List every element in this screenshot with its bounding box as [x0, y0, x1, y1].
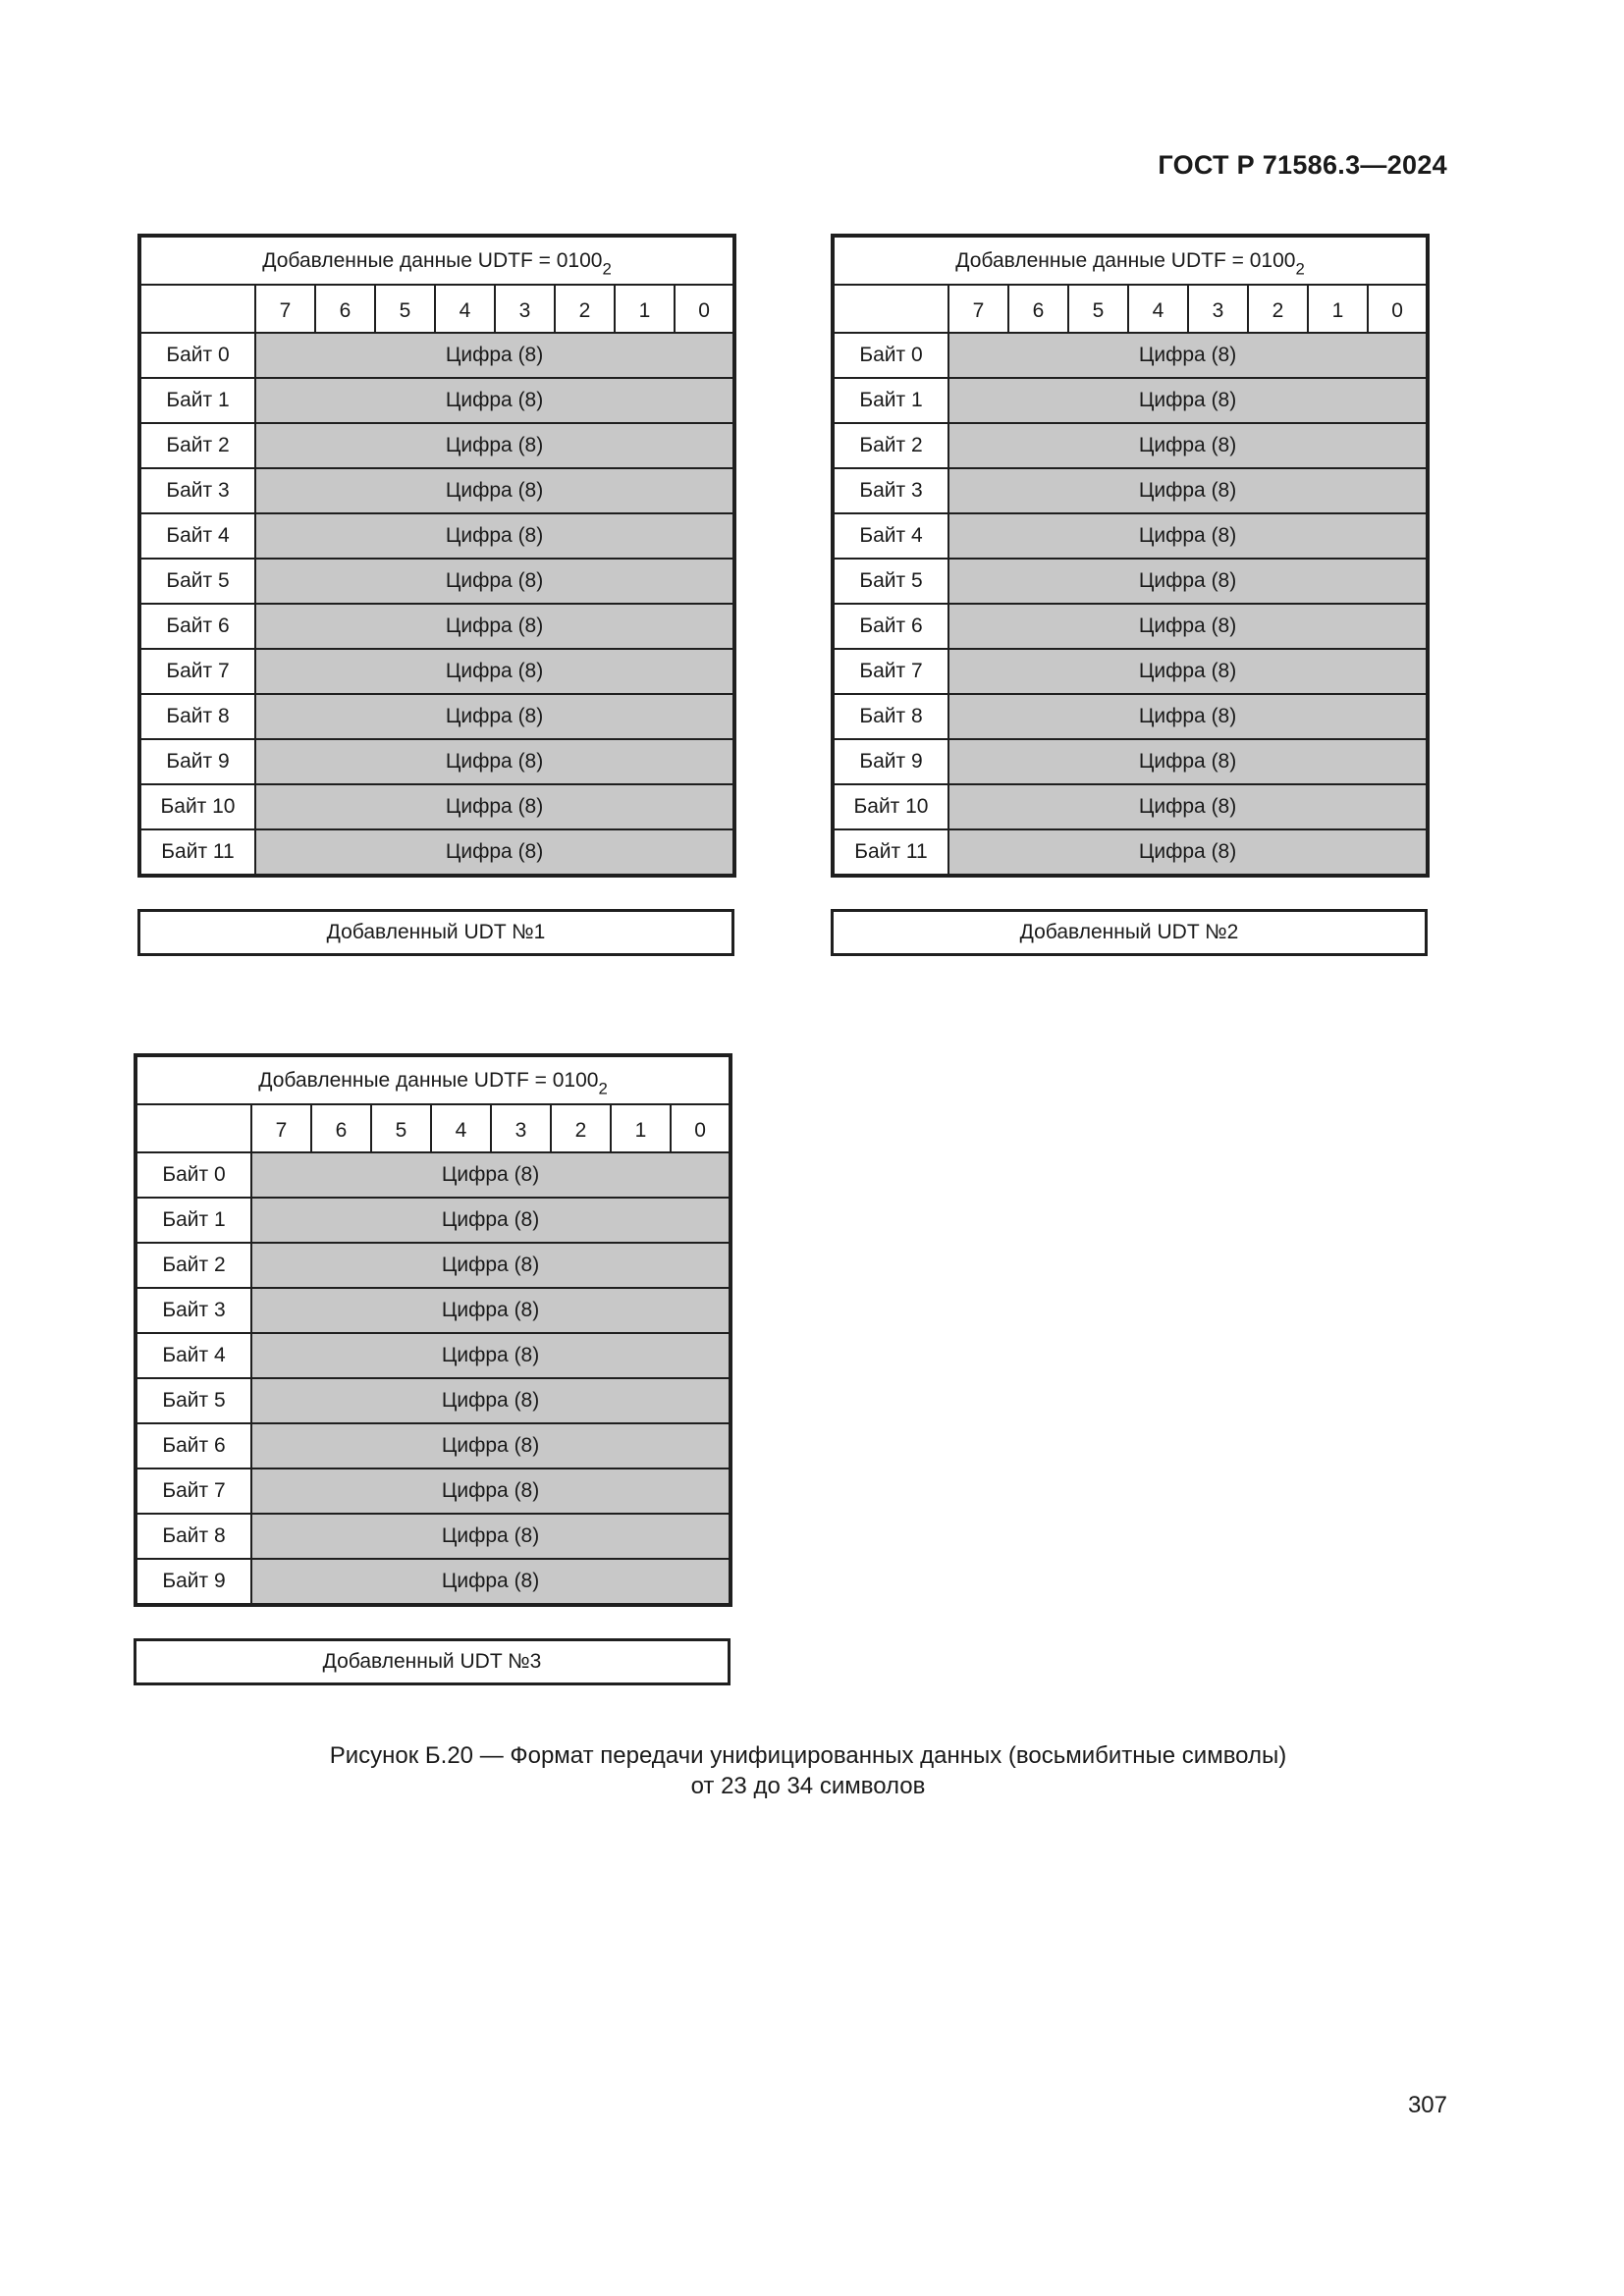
byte-row — [139, 649, 734, 694]
bit-header-row — [139, 285, 734, 333]
document-code: ГОСТ Р 71586.3—2024 — [1158, 150, 1447, 180]
byte-row — [139, 739, 734, 784]
figure-caption-line-2: от 23 до 34 символов — [690, 1773, 926, 1799]
byte-label-cell: Байт 6 — [833, 604, 948, 649]
byte-label-cell: Байт 3 — [833, 468, 948, 513]
byte-label-cell: Байт 3 — [139, 468, 255, 513]
byte-row — [135, 1288, 731, 1333]
digit-value-cell: Цифра (8) — [255, 649, 734, 694]
byte-label-cell: Байт 10 — [833, 784, 948, 829]
figure-caption — [239, 1740, 1378, 1801]
bit-header-row — [833, 285, 1428, 333]
byte-row — [833, 649, 1428, 694]
bit-number-cell: 5 — [1068, 285, 1128, 333]
bit-number-cell: 3 — [495, 285, 555, 333]
bit-number-cell: 7 — [251, 1104, 311, 1152]
byte-row — [139, 604, 734, 649]
digit-value-cell: Цифра (8) — [948, 559, 1428, 604]
byte-label-cell: Байт 9 — [135, 1559, 251, 1605]
bit-number-cell: 7 — [255, 285, 315, 333]
byte-label-cell: Байт 0 — [833, 333, 948, 378]
table-title-row — [135, 1055, 731, 1104]
bit-number-cell: 7 — [948, 285, 1008, 333]
byte-label-cell: Байт 4 — [135, 1333, 251, 1378]
udt-caption-box: Добавленный UDT №2 — [831, 909, 1428, 956]
digit-value-cell: Цифра (8) — [948, 694, 1428, 739]
byte-label-cell: Байт 4 — [833, 513, 948, 559]
byte-row — [135, 1152, 731, 1198]
byte-label-cell: Байт 0 — [135, 1152, 251, 1198]
udt-block-3 — [134, 1053, 731, 1685]
digit-value-cell: Цифра (8) — [948, 784, 1428, 829]
bit-number-cell: 0 — [671, 1104, 731, 1152]
bit-number-cell: 6 — [1008, 285, 1068, 333]
bit-number-cell: 4 — [1128, 285, 1188, 333]
byte-row — [135, 1198, 731, 1243]
byte-row — [135, 1559, 731, 1605]
table-title-cell — [135, 1055, 731, 1104]
table-title-row — [139, 236, 734, 285]
byte-row — [139, 513, 734, 559]
digit-value-cell: Цифра (8) — [948, 829, 1428, 876]
digit-value-cell: Цифра (8) — [948, 333, 1428, 378]
digit-value-cell: Цифра (8) — [948, 604, 1428, 649]
udt-block-2 — [831, 234, 1428, 956]
figure-caption-line-1: Рисунок Б.20 — Формат передачи унифицированных данных (восьмибитные символы) — [329, 1742, 1287, 1769]
byte-label-cell: Байт 8 — [135, 1514, 251, 1559]
table-title-cell — [833, 236, 1428, 285]
digit-value-cell: Цифра (8) — [251, 1514, 731, 1559]
byte-row — [833, 378, 1428, 423]
bit-number-cell: 1 — [611, 1104, 671, 1152]
bit-number-cell: 3 — [491, 1104, 551, 1152]
byte-row — [833, 423, 1428, 468]
table-title-text: Добавленные данные UDTF = 0100 — [258, 1068, 599, 1092]
byte-label-cell: Байт 1 — [833, 378, 948, 423]
digit-value-cell: Цифра (8) — [255, 423, 734, 468]
byte-label-cell: Байт 8 — [139, 694, 255, 739]
byte-label-cell: Байт 0 — [139, 333, 255, 378]
byte-row — [139, 423, 734, 468]
byte-row — [139, 468, 734, 513]
byte-label-cell: Байт 1 — [135, 1198, 251, 1243]
byte-row — [833, 559, 1428, 604]
page-number: 307 — [1407, 2092, 1447, 2118]
digit-value-cell: Цифра (8) — [255, 378, 734, 423]
digit-value-cell: Цифра (8) — [251, 1468, 731, 1514]
byte-row — [833, 694, 1428, 739]
byte-label-cell: Байт 5 — [833, 559, 948, 604]
table-title-cell — [139, 236, 734, 285]
bit-number-cell: 6 — [311, 1104, 371, 1152]
byte-label-cell: Байт 10 — [139, 784, 255, 829]
byte-row — [833, 513, 1428, 559]
byte-row — [139, 378, 734, 423]
digit-value-cell: Цифра (8) — [251, 1559, 731, 1605]
digit-value-cell: Цифра (8) — [255, 784, 734, 829]
byte-label-cell: Байт 2 — [833, 423, 948, 468]
bit-number-cell: 0 — [1368, 285, 1428, 333]
byte-row — [833, 333, 1428, 378]
byte-label-cell: Байт 4 — [139, 513, 255, 559]
byte-row — [139, 559, 734, 604]
byte-row — [833, 784, 1428, 829]
digit-value-cell: Цифра (8) — [251, 1423, 731, 1468]
bit-header-blank-cell — [833, 285, 948, 333]
bit-number-cell: 3 — [1188, 285, 1248, 333]
digit-value-cell: Цифра (8) — [948, 513, 1428, 559]
byte-label-cell: Байт 5 — [135, 1378, 251, 1423]
bit-number-cell: 4 — [431, 1104, 491, 1152]
bit-number-cell: 1 — [615, 285, 675, 333]
bit-number-cell: 1 — [1308, 285, 1368, 333]
digit-value-cell: Цифра (8) — [948, 468, 1428, 513]
byte-row — [135, 1378, 731, 1423]
table-title-subscript: 2 — [598, 1079, 608, 1098]
table-title-text: Добавленные данные UDTF = 0100 — [955, 248, 1296, 272]
digit-value-cell: Цифра (8) — [255, 694, 734, 739]
byte-label-cell: Байт 9 — [833, 739, 948, 784]
digit-value-cell: Цифра (8) — [251, 1288, 731, 1333]
byte-row — [135, 1243, 731, 1288]
byte-row — [135, 1423, 731, 1468]
byte-label-cell: Байт 1 — [139, 378, 255, 423]
byte-row — [833, 604, 1428, 649]
byte-row — [833, 468, 1428, 513]
byte-label-cell: Байт 6 — [135, 1423, 251, 1468]
byte-row — [139, 694, 734, 739]
byte-label-cell: Байт 9 — [139, 739, 255, 784]
udt-format-table — [134, 1053, 732, 1607]
bit-number-cell: 2 — [555, 285, 615, 333]
byte-row — [833, 739, 1428, 784]
table-title-subscript: 2 — [1295, 259, 1305, 279]
byte-row — [135, 1468, 731, 1514]
byte-row — [139, 333, 734, 378]
digit-value-cell: Цифра (8) — [251, 1152, 731, 1198]
byte-label-cell: Байт 5 — [139, 559, 255, 604]
bit-number-cell: 0 — [675, 285, 734, 333]
bit-number-cell: 5 — [371, 1104, 431, 1152]
bit-header-row — [135, 1104, 731, 1152]
byte-label-cell: Байт 2 — [139, 423, 255, 468]
digit-value-cell: Цифра (8) — [255, 333, 734, 378]
digit-value-cell: Цифра (8) — [948, 423, 1428, 468]
digit-value-cell: Цифра (8) — [251, 1198, 731, 1243]
table-title-subscript: 2 — [602, 259, 612, 279]
digit-value-cell: Цифра (8) — [255, 604, 734, 649]
bit-header-blank-cell — [139, 285, 255, 333]
byte-label-cell: Байт 7 — [135, 1468, 251, 1514]
digit-value-cell: Цифра (8) — [255, 739, 734, 784]
digit-value-cell: Цифра (8) — [255, 468, 734, 513]
bit-number-cell: 5 — [375, 285, 435, 333]
udt-caption-box: Добавленный UDT №3 — [134, 1638, 731, 1685]
bit-number-cell: 2 — [551, 1104, 611, 1152]
byte-label-cell: Байт 6 — [139, 604, 255, 649]
digit-value-cell: Цифра (8) — [255, 829, 734, 876]
byte-label-cell: Байт 3 — [135, 1288, 251, 1333]
udt-format-table — [137, 234, 736, 878]
bit-number-cell: 4 — [435, 285, 495, 333]
byte-row — [139, 784, 734, 829]
bit-header-blank-cell — [135, 1104, 251, 1152]
byte-label-cell: Байт 11 — [833, 829, 948, 876]
bit-number-cell: 6 — [315, 285, 375, 333]
byte-row — [135, 1333, 731, 1378]
digit-value-cell: Цифра (8) — [251, 1243, 731, 1288]
digit-value-cell: Цифра (8) — [255, 513, 734, 559]
table-title-text: Добавленные данные UDTF = 0100 — [262, 248, 603, 272]
digit-value-cell: Цифра (8) — [251, 1378, 731, 1423]
byte-label-cell: Байт 7 — [833, 649, 948, 694]
bit-number-cell: 2 — [1248, 285, 1308, 333]
byte-label-cell: Байт 7 — [139, 649, 255, 694]
byte-row — [139, 829, 734, 876]
byte-row — [135, 1514, 731, 1559]
byte-row — [833, 829, 1428, 876]
byte-label-cell: Байт 2 — [135, 1243, 251, 1288]
table-title-row — [833, 236, 1428, 285]
digit-value-cell: Цифра (8) — [251, 1333, 731, 1378]
digit-value-cell: Цифра (8) — [948, 649, 1428, 694]
byte-label-cell: Байт 11 — [139, 829, 255, 876]
udt-format-table — [831, 234, 1430, 878]
udt-block-1 — [137, 234, 734, 956]
digit-value-cell: Цифра (8) — [948, 378, 1428, 423]
digit-value-cell: Цифра (8) — [948, 739, 1428, 784]
byte-label-cell: Байт 8 — [833, 694, 948, 739]
digit-value-cell: Цифра (8) — [255, 559, 734, 604]
udt-caption-box: Добавленный UDT №1 — [137, 909, 734, 956]
